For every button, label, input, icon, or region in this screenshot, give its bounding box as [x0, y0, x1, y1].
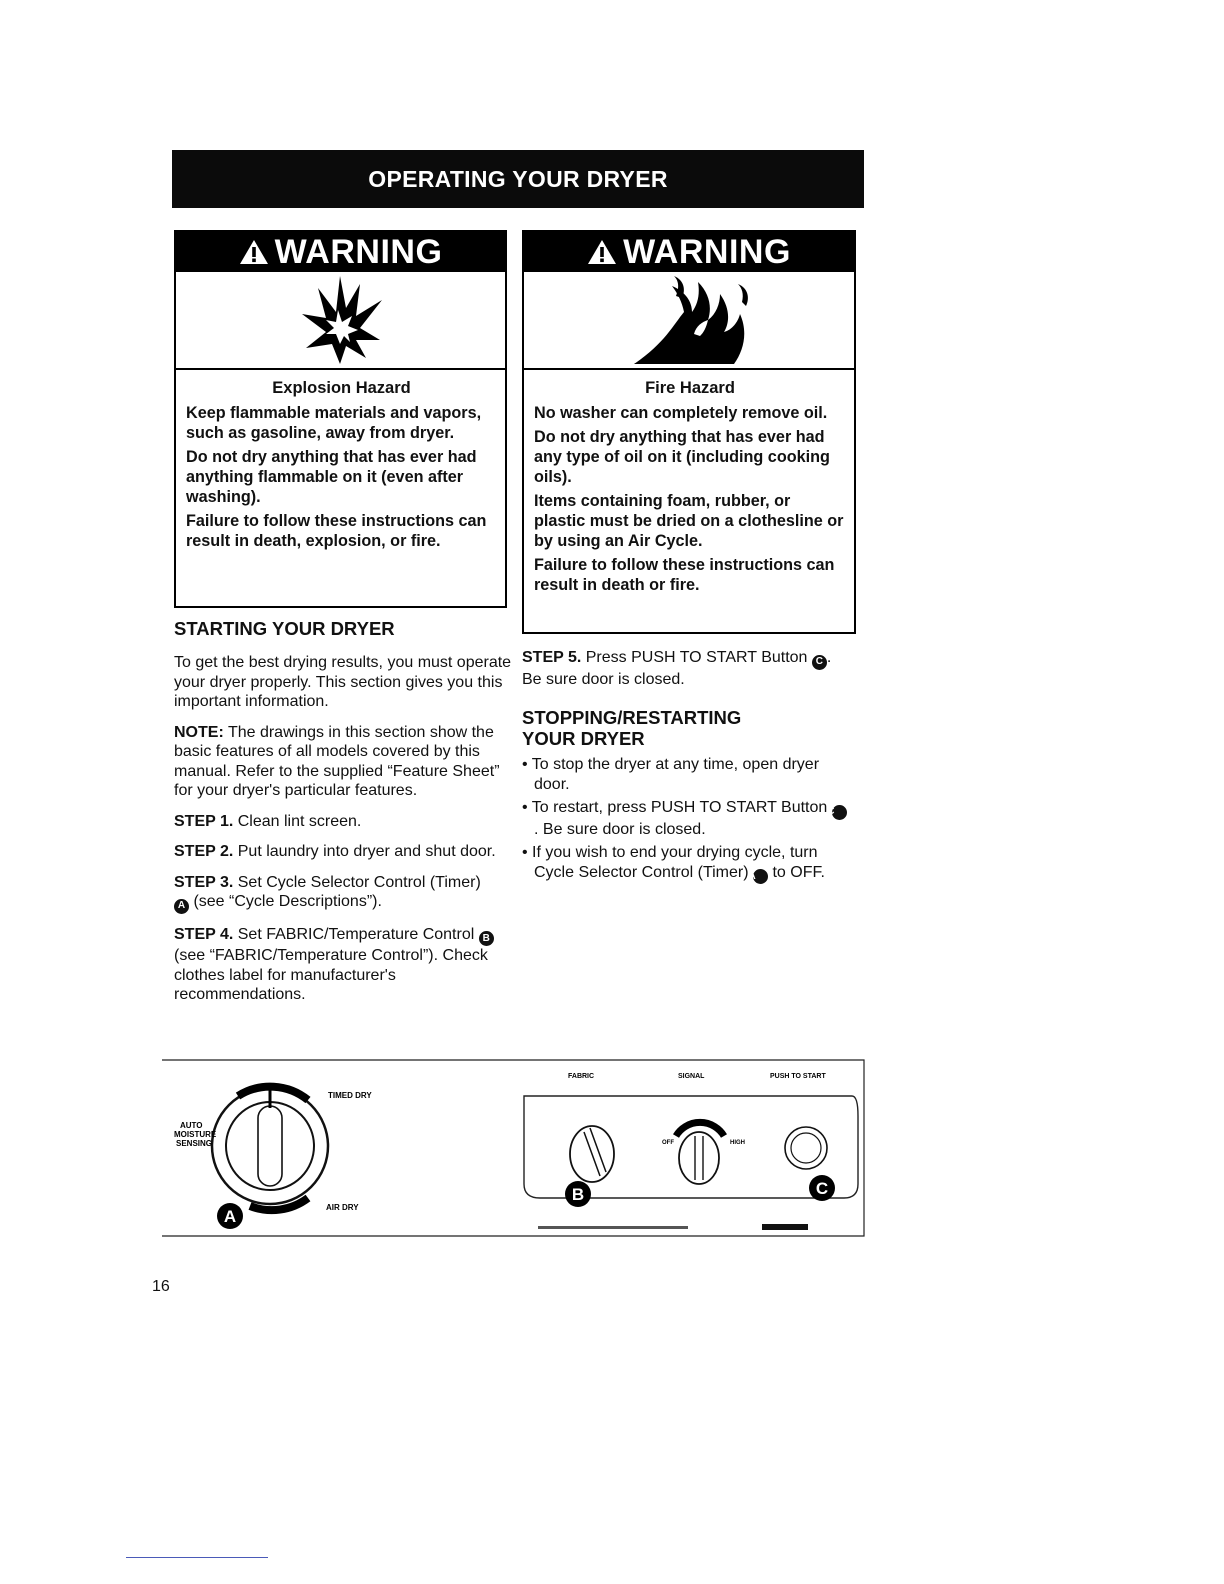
marker-c: C — [812, 655, 827, 670]
explosion-icon — [296, 274, 386, 366]
signal-label: SIGNAL — [678, 1073, 705, 1080]
air-dry-label: AIR DRY — [326, 1203, 359, 1212]
step-1: STEP 1. Clean lint screen. — [174, 812, 362, 830]
warning-box-explosion — [174, 230, 507, 608]
svg-text:B: B — [571, 1185, 585, 1204]
warning-paragraph: No washer can completely remove oil. — [534, 404, 828, 422]
fabric-label: FABRIC — [568, 1073, 595, 1080]
note-paragraph: NOTE: The drawings in this section show the basic features of all models covered by this manual. Refer to the supplied “Feature Sheet” for your dryer's particular features. — [174, 723, 500, 799]
warning-paragraph: Items containing foam, rubber, or plastic must be dried on a clothesline or by using an Air Cycle. — [534, 492, 844, 550]
stopping-bullets — [522, 755, 852, 884]
model-line — [538, 1226, 688, 1229]
stopping-heading: STOPPING/RESTARTING YOUR DRYER — [522, 707, 742, 749]
brand-logo — [762, 1224, 808, 1230]
footer-rule — [126, 1557, 268, 1558]
section-header — [172, 150, 864, 208]
intro-paragraph: To get the best drying results, you must operate your dryer properly. This section gives you this important information. — [174, 654, 512, 710]
warning-paragraph: Failure to follow these instructions can result in death, explosion, or fire. — [186, 512, 487, 550]
svg-text:C: C — [815, 1179, 829, 1198]
push-to-start-button — [785, 1127, 827, 1169]
right-column — [522, 648, 852, 888]
timed-dry-label: TIMED DRY — [328, 1091, 372, 1100]
explosion-art — [176, 272, 505, 370]
marker-b: B — [479, 931, 494, 946]
marker-c: C — [832, 805, 847, 820]
warning-triangle-icon — [239, 239, 269, 265]
warning-paragraph: Do not dry anything that has ever had any type of oil on it (including cooking oils). — [534, 428, 830, 486]
section-heading: STARTING YOUR DRYER — [174, 618, 395, 639]
warning-title: WARNING — [176, 232, 505, 272]
marker-a: A — [753, 869, 768, 884]
step-3: STEP 3. Set Cycle Selector Control (Timer) A (see “Cycle Descriptions”). — [174, 873, 522, 914]
low-label: LOW — [692, 1122, 706, 1128]
step-2: STEP 2. Put laundry into dryer and shut door. — [174, 843, 496, 860]
page-number: 16 — [152, 1278, 170, 1295]
fire-icon — [624, 274, 754, 366]
control-panel-illustration — [158, 1056, 868, 1240]
list-item: • To stop the dryer at any time, open dryer door. — [522, 756, 820, 793]
sensing-label: SENSING — [176, 1139, 213, 1148]
step-4: STEP 4. Set FABRIC/Temperature Control B (see “FABRIC/Temperature Control”). Check clothes label for manufacturer's recommendations. — [174, 925, 522, 1005]
list-item: • If you wish to end your drying cycle, turn Cycle Selector Control (Timer) A to OFF. — [522, 843, 852, 884]
starting-section — [174, 618, 522, 1016]
list-item: • To restart, press PUSH TO START Button C . Be sure door is closed. — [522, 798, 852, 839]
section-title: OPERATING YOUR DRYER — [368, 165, 668, 192]
warning-triangle-icon — [587, 239, 617, 265]
warning-paragraph: Failure to follow these instructions can result in death or fire. — [534, 556, 835, 594]
push-to-start-label: PUSH TO START — [770, 1073, 826, 1080]
cycle-selector-dial — [212, 1087, 328, 1211]
high-label: HIGH — [730, 1140, 745, 1146]
hazard-name: Explosion Hazard — [272, 379, 411, 397]
warning-box-fire — [522, 230, 856, 634]
svg-text:A: A — [223, 1207, 237, 1226]
warning-paragraph: Do not dry anything that has ever had anything flammable on it (even after washing). — [186, 448, 477, 506]
fire-art — [524, 272, 854, 370]
signal-dial — [676, 1122, 724, 1184]
off-label: OFF — [662, 1140, 674, 1146]
warning-paragraph: Keep flammable materials and vapors, such as gasoline, away from dryer. — [186, 404, 482, 442]
hazard-name: Fire Hazard — [645, 379, 735, 397]
marker-a: A — [174, 899, 189, 914]
moisture-label: MOISTURE — [174, 1130, 217, 1139]
step-5: STEP 5. Press PUSH TO START Button C . Be sure door is closed. — [522, 649, 832, 688]
auto-label: AUTO — [180, 1121, 203, 1130]
warning-title: WARNING — [524, 232, 854, 272]
fabric-temperature-dial — [570, 1126, 614, 1182]
